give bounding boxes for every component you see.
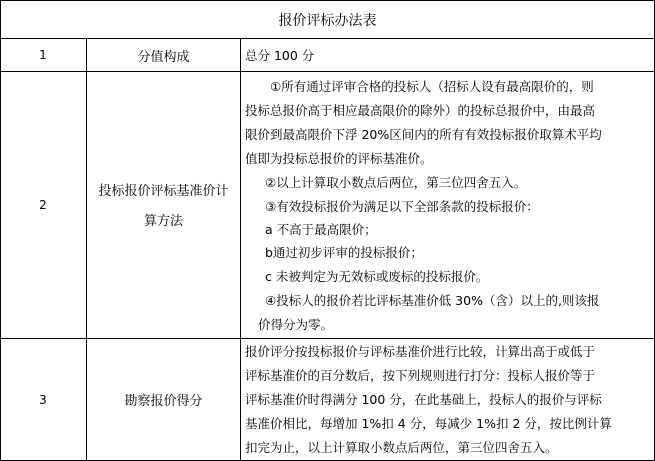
row2-line: ①所有通过评审合格的投标人（招标人设有最高限价的，则 — [270, 79, 594, 94]
row3-line: 报价评分按投标报价与评标基准价进行比较，计算出高于或低于 — [245, 344, 596, 359]
row3-line: 扣完为止，以上计算取小数点后两位，第三位四舍五入。 — [245, 440, 558, 455]
row3-line: 评标基准价的百分数后，按下列规则进行打分：投标人报价等于 — [245, 368, 596, 383]
table-title: 报价评标办法表 — [278, 12, 377, 29]
row2-line: c 未被判定为无效标或废标的投标报价。 — [265, 269, 489, 284]
row2-line: 值即为投标总报价的评标基准价。 — [245, 151, 433, 166]
row2-line: a 不高于最高限价； — [265, 222, 377, 237]
row1-content: 总分 100 分 — [245, 48, 315, 63]
row2-item — [87, 177, 240, 237]
row1-divider — [0, 71, 655, 72]
row2-line: ③有效投标报价为满足以下全部条款的投标报价： — [265, 199, 539, 214]
row1-number: 1 — [39, 48, 47, 62]
row2-line: ②以上计算取小数点后两位，第三位四舍五入。 — [265, 175, 527, 190]
row2-line: 限价到最高限价下浮 20%区间内的所有有效投标报价取算术平均 — [245, 127, 602, 142]
row2-item-line: 投标报价评标基准价计 — [98, 184, 229, 199]
row2-number: 2 — [39, 198, 47, 212]
row2-line: 投标总报价高于相应最高限价的除外）的投标总报价中，由最高 — [245, 103, 596, 118]
row2-item-line: 算方法 — [143, 214, 183, 229]
row3-number: 3 — [39, 392, 47, 407]
row1-item: 分值构成 — [137, 49, 190, 65]
row3-line: 评标基准价时得满分 100 分，在此基础上，投标人的报价与评标 — [245, 392, 602, 407]
row2-line: 价得分为零。 — [258, 317, 334, 332]
row2-line: b通过初步评审的投标报价； — [265, 245, 423, 260]
row3-line: 基准价相比，每增加 1%扣 4 分，每减少 1%扣 2 分，按比例计算 — [245, 416, 612, 431]
row3-item: 勘察报价得分 — [124, 394, 203, 409]
row2-line: ④投标人的报价若比评标基准价低 30%（含）以上的,则该报 — [265, 293, 600, 308]
col2-divider — [240, 38, 241, 461]
